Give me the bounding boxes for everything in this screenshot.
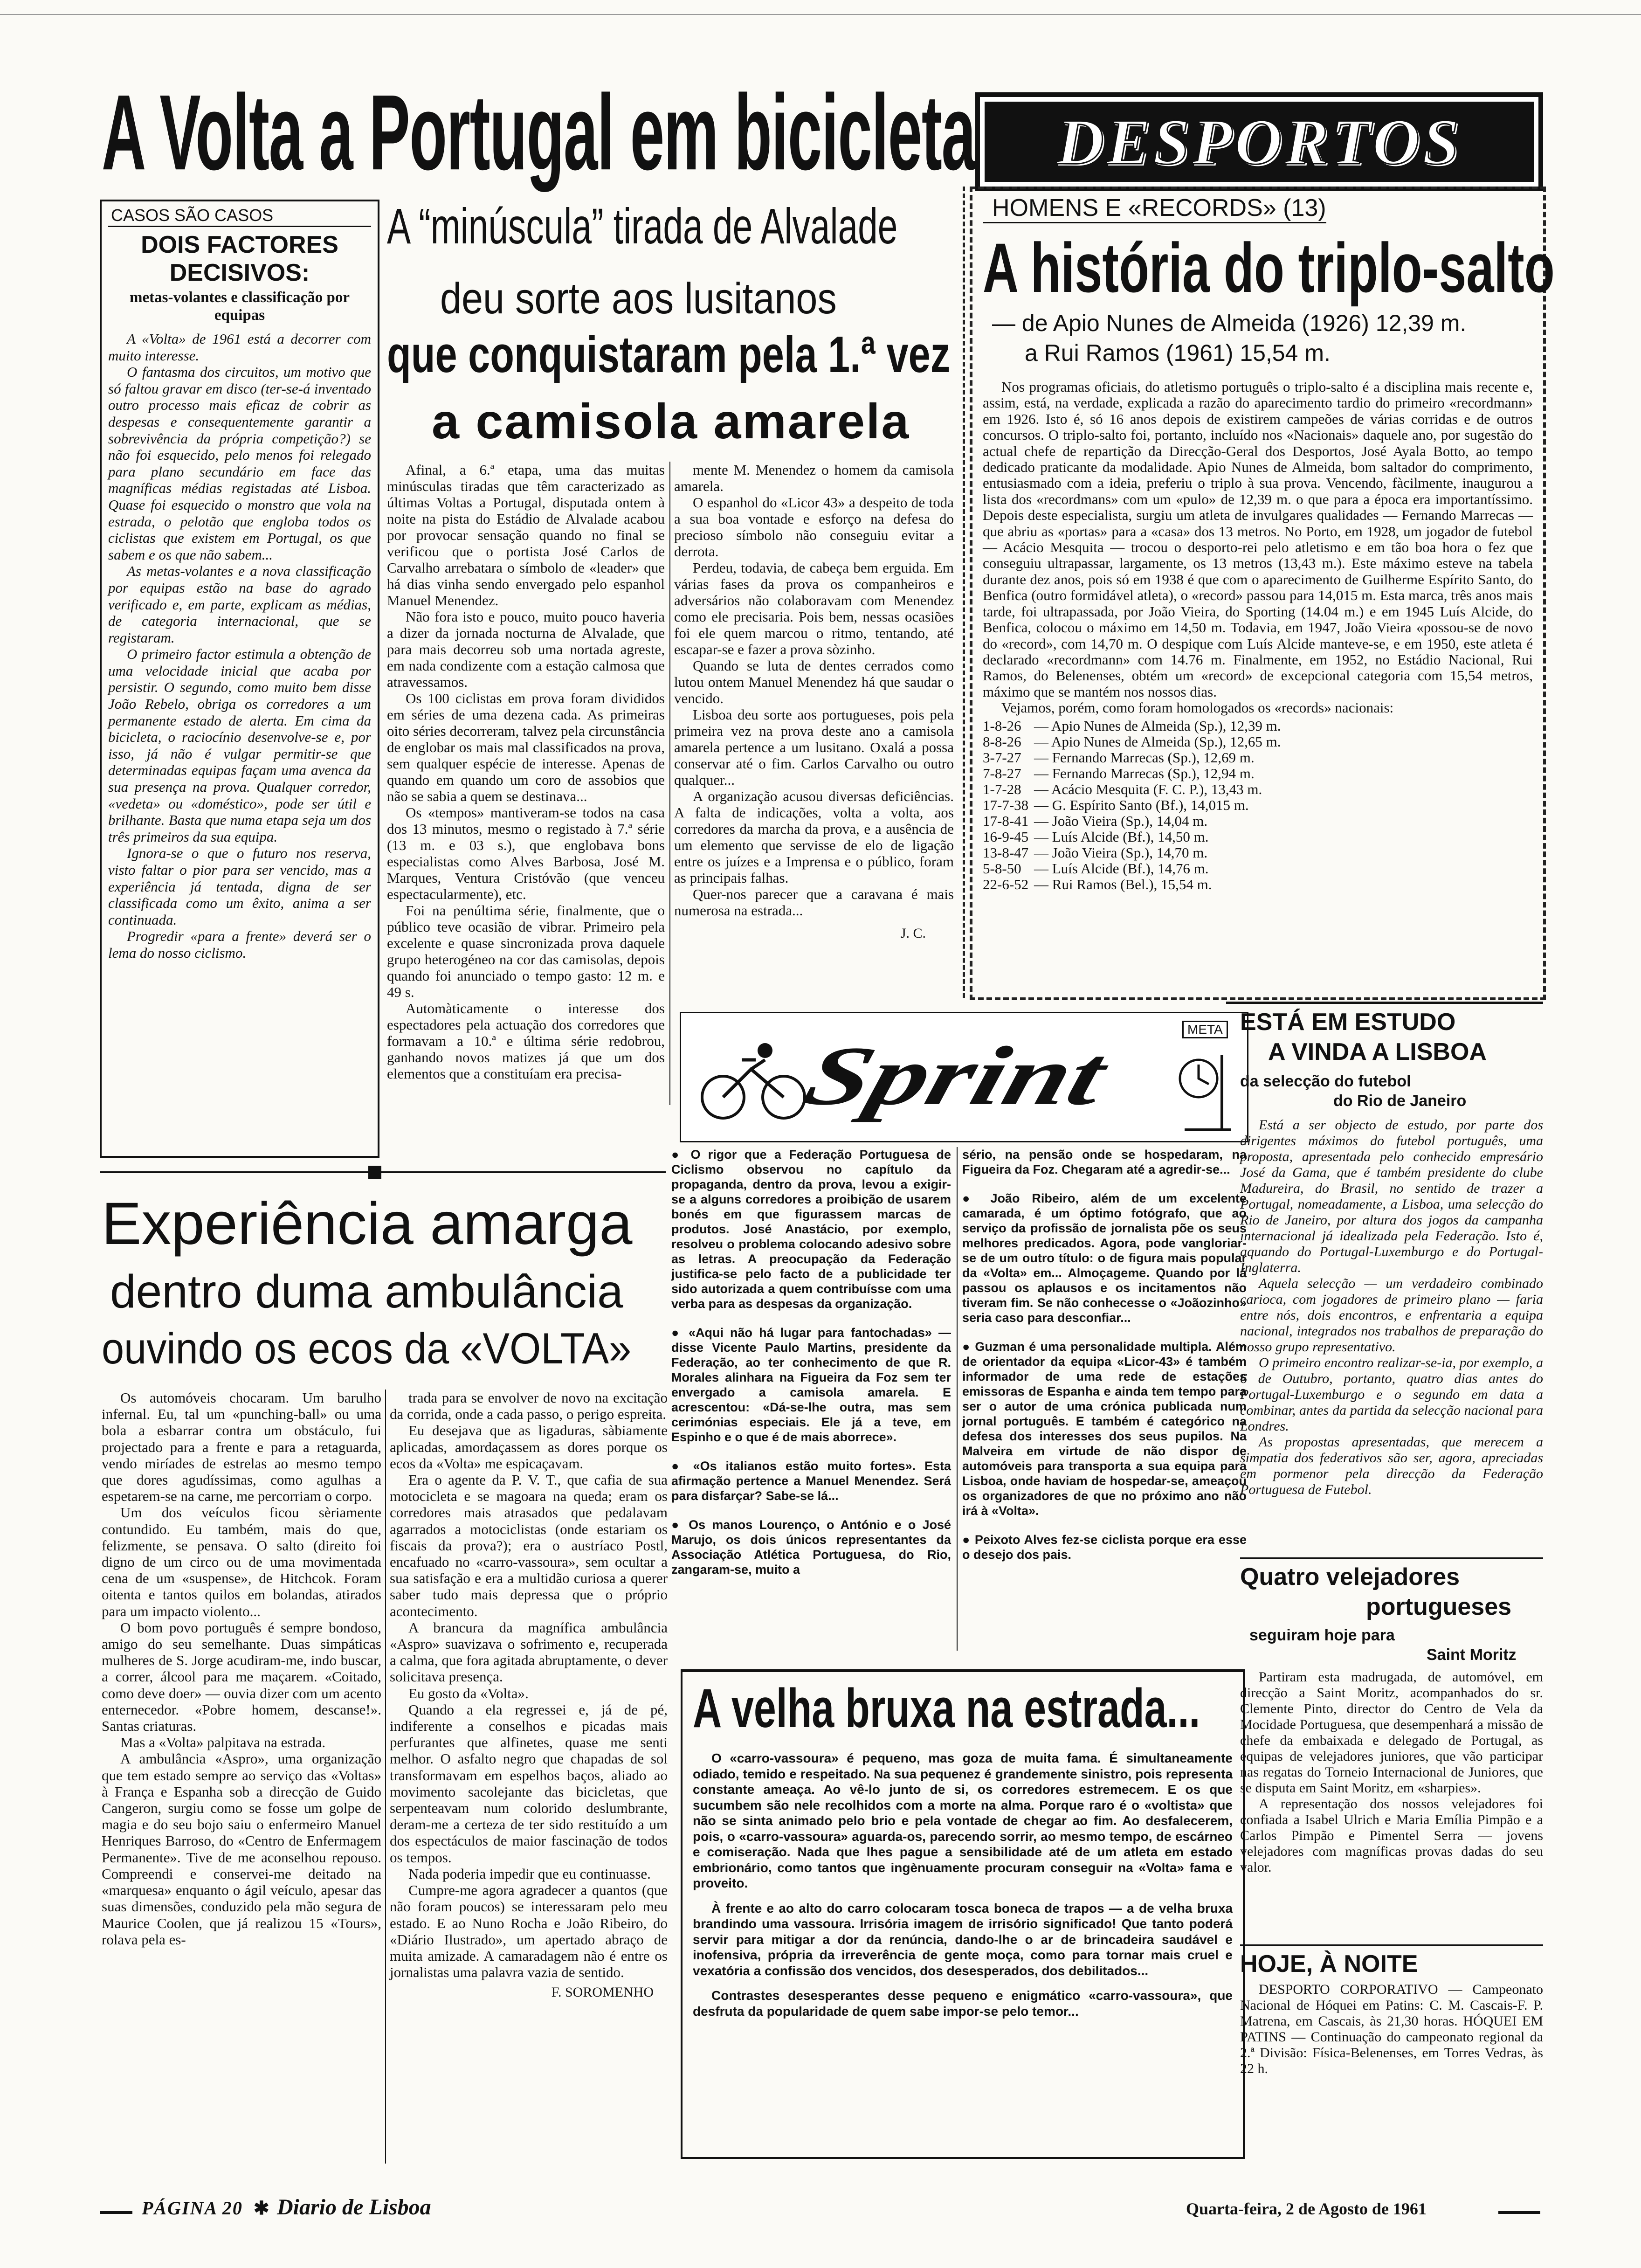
sprint-item: ● «Os italianos estão muito fortes». Esta afirmação pertence a Manuel Menendez. Será para disfarçar? Sabe-se lá... (671, 1459, 952, 1503)
sprint-item: ● Guzman é uma personalidade multipla. Além de orientador da equipa «Licor-43» é também informador de uma rede de estações emissoras de Espanha e ainda tem tempo para ser o autor de uma crónica publicada num jornal português. E também é categórico na defesa dos interesses dos seus pupilos. Na Malveira em virtude de não dispor de automóveis para transporta a sua equipa para Lisboa, onde haviam de hospedar-se, ameaçou os organizadores de que no próximo ano não irá à «Volta». (962, 1340, 1247, 1518)
velejadores-sub1: seguiram hoje para (1249, 1626, 1395, 1644)
ambulancia-col2 (390, 1390, 668, 2001)
record-row: 16-9-45 — Luís Alcide (Bf.), 14,50 m. (983, 828, 1209, 845)
footer-right-dash (1498, 2211, 1540, 2214)
casos-box (100, 200, 379, 1158)
casos-para: Progredir «para a frente» deverá ser o lema do nosso ciclismo. (108, 928, 371, 961)
record-row: 22-6-52 — Rui Ramos (Bel.), 15,54 m. (983, 876, 1212, 892)
bullet-icon: ● (962, 1191, 991, 1205)
ambulancia-para: Quando a ela regressei e, já de pé, indiferente a conselhos e picadas mais perfurantes que alfinetes, quase me senti melhor. O asfalto negro que chapadas de sol transformavam em espelhos baços, aliado ao movimento sacolejante das bicicletas, que serpenteavam num colorido deslumbrante, deram-me a certeza de ter sido restituído a um dos espectáculos de maior fascinação de todos os tempos. (390, 1701, 668, 1866)
alvalade-para: A organização acusou diversas deficiências. A falta de indicações, volta a volta, aos corredores da marcha da prova, e a ausência de um elemento que servisse de elo de ligação entre os juízes e a Imprensa e o público, foram as principais falhas. (674, 788, 954, 886)
footer (100, 2197, 1545, 2230)
sprint-logo-text: Sprint (794, 1030, 1116, 1123)
record-row: 13-8-47 — João Vieira (Sp.), 14,70 m. (983, 844, 1208, 861)
finish-flag-icon (1171, 1046, 1241, 1134)
estudo-para: Está a ser objecto de estudo, por parte dos dirigentes máximos do futebol português, uma proposta, apresentada pelo conhecido empresário José da Gama, que é também presidente do clube Madureira, do Brasil, no sentido de trazer a Portugal, nomeadamente, a Lisboa, uma selecção do Rio de Janeiro, por altura dos jogos da campanha internacional já idealizada pela Federação. Isto é, aquando do Portugal-Luxemburgo e do Portugal-Inglaterra. (1240, 1117, 1543, 1275)
ambulancia-para: Eu desejava que as ligaduras, sàbiamente aplicadas, amordaçassem as dores porque os ecos da «Volta» me espicaçavam. (390, 1422, 668, 1472)
estudo-para: O primeiro encontro realizar-se-ia, por exemplo, a 6 de Outubro, portanto, quatro dias antes do Portugal-Luxemburgo e o segundo em data a combinar, antes da partida da selecção nacional para Londres. (1240, 1355, 1543, 1434)
sprint-col2 (962, 1147, 1247, 1562)
casos-para: Ignora-se o que o futuro nos reserva, visto faltar o pior para ser vencido, mas a experiência já tentada, digna de ser classificada como um êxito, anima a ser continuada. (108, 845, 371, 928)
bruxa-title: A velha bruxa na estrada... (693, 1678, 1200, 1739)
ambulancia-para: Era o agente da P. V. T., que cafia de sua motocicleta e se magoara na queda; eram os corredores mais atrasados que pedalavam agarrados a motociclistas (onde estariam os fiscais da prova?); era o austríaco Postl, encafuado no «carro-vassoura», sem ocultar a sua satisfação e era a multidão curiosa a querer saber tudo mais depressa que o próprio acontecimento. (390, 1472, 668, 1619)
ambulancia-col1 (102, 1390, 381, 1948)
triplo-body (983, 379, 1533, 716)
triplo-para: Vejamos, porém, como foram homologados os «records» nacionais: (1001, 699, 1394, 716)
bruxa-para: À frente e ao alto do carro colocaram tosca boneca de trapos — a de velha bruxa brandindo uma vassoura. Irrisória imagem de irrisório significado! Que tanto poderá servir para mitigar a dor da renúncia, dando-lhe o ar de brincadeira saudável e inofensiva, própria da irreverência de gente moça, como para tornar mais cruel e vexatória a confissão dos vencidos, dos desesperados, dos debilitados... (693, 1901, 1233, 1978)
alvalade-col2 (674, 462, 954, 941)
top-rule (0, 14, 1641, 15)
section-divider (1240, 1944, 1543, 1946)
estudo-title1: ESTÁ EM ESTUDO (1240, 1009, 1456, 1036)
alvalade-line1: A “minúscula” tirada de Alvalade (387, 198, 898, 254)
section-divider (1240, 1557, 1543, 1559)
column-rule (669, 462, 670, 1105)
ambulancia-para: Mas a «Volta» palpitava na estrada. (120, 1734, 326, 1751)
alvalade-line2: deu sorte aos lusitanos (440, 274, 837, 323)
column-rule (385, 1390, 386, 2164)
alvalade-para: Não fora isto e pouco, muito pouco haveria a dizer da jornada nocturna de Alvalade, que para mais decorreu sob uma nortada agreste, em nada condizente com a estação calmosa que atravessamos. (387, 608, 665, 690)
footer-left-dash (100, 2211, 132, 2214)
casos-para: O fantasma dos circuitos, um motivo que só faltou gravar em disco (ter-se-á inventado outro processo mais eficaz de cobrir as despesas e consequentemente garantir a sobrevivência da própria competição?) se não foi esquecido, pelo menos foi relegado para plano secundário em face das magníficas médias registadas até Lisboa. Quase foi esquecido o monstro que vola na estrada, o pelotão que engloba todos os ciclistas que existem em Portugal, os que sabem e os que não sabem... (108, 364, 371, 563)
velejadores-sub2: Saint Moritz (1427, 1646, 1517, 1664)
estudo-body (1240, 1117, 1543, 1498)
triplo-title: A história do triplo-salto (983, 228, 1555, 307)
star-icon: ✱ (254, 2198, 269, 2219)
sprint-item: ● João Ribeiro, além de um excelente camarada, é um óptimo fotógrafo, que ao serviço da profissão de jornalista põe os seus melhores predicados. Agora, pode vangloriar-se de um outro título: o de figura mais popular da «Volta» em... Almoçageme. Quando por lá passou os aplausos e os incitamentos não tiveram fim. Se não conhecesse o «Joãozinho» seria caso para desconfiar... (962, 1191, 1247, 1325)
ambulancia-para: Nada poderia impedir que eu continuasse. (408, 1865, 651, 1882)
triplo-para: Nos programas oficiais, do atletismo português o triplo-salto é a disciplina mais recente e, assim, está, na verdade, explicada a razão do aparecimento tardio do primeiro «recordmann» em 1926. Isto é, só 16 anos depois de existirem campeões de várias corridas e de outros concursos. O triplo-salto foi, portanto, incluído nos «Nacionais» daquele ano, por sugestão do actual chefe de repartição da Direcção-Geral dos Desportos, José Ayala Botto, ao tempo dedicado praticante da modalidade. Apio Nunes de Almeida, bom saltador do comprimento, entusiasmado com a ideia, preferiu o triplo à sua prova. Vencendo, fàcilmente, inaugurou a lista dos «recordmans» com um «pulo» de 12,39 m. o que para a época era importantíssimo. Depois deste especialista, surgiu um atleta de invulgares qualidades — Fernando Marrecas — que abriu as «portas» para a «casa» dos 13 metros. No Porto, em 1928, um jogador de futebol — Acácio Mesquita — trocou o desporto-rei pelo atletismo e em tão boa hora o fez que conseguiu ultrapassar, largamente, os 13 metros (13,43 m.). Este máximo esteve na tabela durante dez anos, pois só em 1938 é que com o aparecimento de Guilherme Espírito Santo, do Benfica (outro formidável atleta), o «record» passou para 14,015 m. Esta marca, três anos mais tarde, foi ultrapassada, por João Vieira, do Sporting (14.04 m.) e em 1945 Luís Alcide, do Benfica, colocou o máximo em 14,50 m. Todavia, em 1947, João Vieira «possou-se de novo do «record», com 14,70 m. O despique com Luís Alcide manteve-se, e em 1950, este atleta é declarado «recordmann» com 14.76 m. Finalmente, em 1952, no Estádio Nacional, Rui Ramos, do Belenenses, obtém um «record» de excepcional categoria com 15,54 metros, máximo que se mantém nos nossos dias. (983, 379, 1533, 700)
sprint-item: ● O rigor que a Federação Portuguesa de Ciclismo observou no capítulo da propaganda, dentro da prova, levou a exigir-se a alguns corredores a proibição de usarem bonés em que figurassem marcas de produtos. José Anastácio, por exemplo, resolveu o problema colocando adesivo sobre as letras. A preocupação da Federação justifica-se pelo facto de a publicidade ter sido autorizada a quem contribuísse com uma verba para as despesas da organização. (671, 1148, 951, 1311)
alvalade-signature: J. C. (900, 926, 926, 941)
ambulancia-para: O bom povo português é sempre bondoso, amigo do seu semelhante. Duas simpáticas mulheres de S. Jorge acudiram-me, indo buscar, a correr, álcool para me maçarem. «Coitado, como deve doer» — ouvia dizer com um acento enternecedor. «Pobre homem, descanse!». Santas criaturas. (102, 1619, 381, 1735)
estudo-title2: A VINDA A LISBOA (1268, 1038, 1487, 1065)
casos-para: A «Volta» de 1961 está a decorrer com muito interesse. (108, 331, 371, 364)
footer-page: PÁGINA 20 (142, 2198, 243, 2219)
estudo-para: Aquela selecção — um verdadeiro combinado carioca, com jogadores de primeiro plano — faria entre nós, dois encontros, e enfrentaria a equipa nacional, integrados nos trabalhos de preparação do nosso grupo representativo. (1240, 1276, 1543, 1355)
ambulancia-para: Um dos veículos ficou sèriamente contundido. Eu também, mais do que, felizmente, se pensava. O salto (direito foi digno de um circo ou de uma movimentada cena de um «suspense», de Hitchcok. Foram oitenta e tantos quilos em bolandas, atirados para um impacto violento... (102, 1504, 381, 1619)
bruxa-box (681, 1669, 1245, 2159)
ambulancia-line2: dentro duma ambulância (110, 1265, 623, 1318)
divider-dot (368, 1166, 381, 1179)
alvalade-para: Automàticamente o interesse dos espectadores pela actuação dos corredores que formavam a 10.ª e última série redobrou, ganhando novos matizes já que um dos elementos que a constituíam era precisa- (387, 1000, 665, 1082)
triplo-sub2: a Rui Ramos (1961) 15,54 m. (1025, 340, 1331, 366)
record-row: 1-8-26 — Apio Nunes de Almeida (Sp.), 12,39 m. (983, 717, 1281, 734)
sprint-item: ● Peixoto Alves fez-se ciclista porque era esse o desejo dos pais. (962, 1533, 1247, 1562)
casos-body (108, 331, 371, 961)
alvalade-para: Lisboa deu sorte aos portugueses, pois pela primeira vez na prova deste ano a camisola amarela pertence a um lusitano. Oxalá a possa conservar até o fim. Carlos Carvalho ou outro qualquer... (674, 706, 954, 788)
sprint-logo-box (680, 1012, 1248, 1142)
record-row: 8-8-26 — Apio Nunes de Almeida (Sp.), 12,65 m. (983, 733, 1281, 750)
alvalade-para: Quer-nos parecer que a caravana é mais numerosa na estrada... (674, 886, 954, 919)
noite-block (1240, 1949, 1543, 2077)
ambulancia-para: A brancura da magnífica ambulância «Aspro» suavizava o sofrimento e, recuperada a calma, que fora agitada abruptamente, o dever solicitava presença. (390, 1619, 668, 1685)
alvalade-col1 (387, 462, 665, 1082)
alvalade-para: Os «tempos» mantiveram-se todos na casa dos 13 minutos, mesmo o registado à 7.ª série (13 m. e 03 s.), que englobava bons especialistas como Alves Barbosa, José M. Marques, Ventura Cristóvão (que venceu espectacularmente), etc. (387, 804, 665, 902)
ambulancia-para: trada para se envolver de novo na excitação da corrida, onde a cada passo, o perigo espreita. (390, 1390, 668, 1423)
record-row: 7-8-27 — Fernando Marrecas (Sp.), 12,94 m. (983, 765, 1255, 781)
alvalade-para: mente M. Menendez o homem da camisola amarela. (674, 462, 954, 494)
ambulancia-para: Cumpre-me agora agradecer a quantos (que não foram poucos) se interessaram pelo meu estado. E ao Nuno Rocha e João Ribeiro, do «Diário Ilustrado», um apertado abraço de muita amizade. A camaradagem não é entre os jornalistas uma palavra vazia de sentido. (390, 1882, 668, 1981)
alvalade-para: Quando se luta de dentes cerrados como lutou ontem Manuel Menendez há que saudar o vencido. (674, 657, 954, 706)
bruxa-body (693, 1750, 1233, 2019)
bullet-icon: ● (962, 1533, 975, 1547)
alvalade-line4: a camisola amarela (432, 394, 910, 449)
alvalade-para: Foi na penúltima série, finalmente, que o público teve ocasião de vibrar. Primeiro pela excelente e quase sincronizada prova daquele grupo heterogéneo na cor das camisolas, depois quando foi anunciado o tempo gasto: 12 m. e 49 s. (387, 902, 665, 1000)
estudo-block (1240, 1007, 1543, 1498)
triplo-kicker: HOMENS E «RECORDS» (13) (983, 194, 1326, 223)
casos-subtitle: metas-volantes e classificação por equipas (130, 289, 350, 324)
estudo-para: As propostas apresentadas, que merecem a simpatia dos federativos são ser, agora, apreciadas em pormenor pela direcção da Federação Portuguesa de Futebol. (1240, 1434, 1543, 1497)
casos-para: O primeiro factor estimula a obtenção de uma velocidade inicial que acaba por persistir. O segundo, como muito bem disse João Rebelo, obriga os corredores a um permanente estado de alerta. Em cima da bicicleta, o raciocínio desenvolve-se e, por isso, já não é vulgar permitir-se que determinadas equipas façam uma avenca da sua presença na prova. Qualquer corredor, «vedeta» ou «doméstico», pode ser útil e brilhante. Basta que numa etapa seja um dos três primeiros da sua equipa. (108, 646, 371, 845)
noite-text: DESPORTO CORPORATIVO — Campeonato Nacional de Hóquei em Patins: C. M. Cascais-F. P. Matrena, em Cascais, às 21,30 horas. HÓQUEI EM PATINS — Continuação do campeonato regional da 2.ª Divisão: Física-Belenenses, em Torres Vedras, às 22 h. (1240, 1982, 1543, 2076)
bruxa-para: O «carro-vassoura» é pequeno, mas goza de muita fama. É simultaneamente odiado, temido e respeitado. Na sua pequenez é grandemente sinistro, pois representa constante ameaça. Ao vê-lo junto de si, os corredores estremecem. E os que sucumbem são nele recolhidos com a morte na alma. Porque raro é o «voltista» que não se sinta animado pelo brio e pela vontade de chegar ao fim. Ao desfalecerem, pois, o «carro-vassoura» aguarda-os, parecendo sorrir, ao mesmo tempo, de escárneo e comiseração. Nada que lhes pague a sensibilidade até de um atleta em estado embrionário, como tantos que ingènuamente procuram conseguir na «Volta» fama e proveito. (693, 1751, 1233, 1890)
velejadores-block (1240, 1562, 1543, 1875)
triplo-box (970, 187, 1555, 1000)
sprint-item: sério, na pensão onde se hospedaram, na Figueira da Foz. Chegaram até a agredir-se... (962, 1148, 1247, 1176)
record-row: 3-7-27 — Fernando Marrecas (Sp.), 12,69 m. (983, 749, 1255, 766)
section-title: DESPORTOS (1056, 105, 1462, 178)
section-divider (1226, 1002, 1543, 1004)
ambulancia-line3: ouvindo os ecos da «VOLTA» (102, 1324, 632, 1373)
ambulancia-para: Eu gosto da «Volta». (408, 1685, 529, 1701)
ambulancia-signature: F. SOROMENHO (551, 1984, 654, 2000)
record-row: 17-8-41 — João Vieira (Sp.), 14,04 m. (983, 812, 1208, 829)
bullet-icon: ● (671, 1459, 693, 1473)
record-row: 17-7-38 — G. Espírito Santo (Bf.), 14,015 m. (983, 796, 1249, 813)
bullet-icon: ● (962, 1340, 975, 1354)
footer-paper: Diario de Lisboa (277, 2195, 431, 2220)
casos-kicker: CASOS SÃO CASOS (108, 205, 371, 227)
ambulancia-line1: Experiência amarga (102, 1190, 633, 1257)
sprint-col1 (671, 1147, 951, 1577)
alvalade-line3: que conquistaram pela 1.ª vez (387, 326, 951, 383)
estudo-sub2: do Rio de Janeiro (1333, 1092, 1467, 1110)
sprint-item: ● «Aqui não há lugar para fantochadas» — disse Vicente Paulo Martins, presidente da Federação, ao ter conhecimento de que R. Morales alinhara na Figueira da Foz sem ter envergado a camisola amarela. E acrescentou: «Dá-se-lhe outra, mas sem cerimónias especiais. Ele já a teve, em Espinho e o que é de mais aborrece». (671, 1326, 951, 1444)
triplo-sub1: — de Apio Nunes de Almeida (1926) 12,39 m. (992, 310, 1467, 336)
main-headline: A Volta a Portugal em bicicleta (102, 73, 975, 193)
alvalade-para: O espanhol do «Licor 43» a despeito de toda a sua boa vontade e esforço na defesa do precioso símbolo não conseguiu evitar a derrota. (674, 494, 954, 560)
bullet-icon: ● (671, 1518, 689, 1532)
alvalade-para: Os 100 ciclistas em prova foram divididos em séries de uma dezena cada. As primeiras oito séries decorreram, talvez pela circunstância de englobar os mais mal classificados na prova, sem qualquer espécie de interesse. Apenas de quando em quando um coro de assobios que não se sabia a quem se destinava... (387, 690, 665, 804)
record-row: 5-8-50 — Luís Alcide (Bf.), 14,76 m. (983, 860, 1209, 877)
alvalade-para: Afinal, a 6.ª etapa, uma das muitas minúsculas tiradas que têm caracterizado as últimas Voltas a Portugal, disputada ontem à noite na pista do Estádio de Alvalade acabou por provocar sensação quando no final se verificou que o portista José Carlos de Carvalho arrebatara o símbolo de «leader» que há dias vinha sendo envergado pelo espanhol Manuel Menendez. (387, 462, 665, 608)
velejadores-title1: Quatro velejadores (1240, 1563, 1460, 1590)
casos-title: DOIS FACTORES DECISIVOS: (141, 231, 338, 286)
ambulancia-para: A ambulância «Aspro», uma organização que tem estado sempre ao serviço das «Voltas» à França e Espanha sob a direcção de Guido Cangeron, surgiu como se fosse um golpe de magia e do seu bojo saiu o enfermeiro Manuel Henriques Barroso, do «Centro de Enfermagem Permanente». Tive de me aconselhou repouso. Compreendi e conservei-me deitado na «marquesa» enquanto o ágil veículo, apesar das suas dimensões, conduzido pela mão segura de Maurice Coolen, que já realizou 15 «Tours», rolava pela es- (102, 1750, 381, 1948)
velejadores-para: A representação dos nossos velejadores foi confiada a Isabel Ulrich e Maria Emília Pimpão e a Carlos Pimpão e Pimentel Serra — jovens velejadores com magníficas provas dadas do seu valor. (1240, 1796, 1543, 1875)
velejadores-para: Partiram esta madrugada, de automóvel, em direcção a Saint Moritz, acompanhados do sr. Clemente Pinto, director do Centro de Vela da Mocidade Portuguesa, que desempenhará a missão de chefe da embaixada e delegado de Portugal, as equipas de velejadores juniores, que vão participar nas regatas do Torneio Internacional de Juniores, que se disputa em Saint Moritz, em «sharpies». (1240, 1669, 1543, 1796)
casos-para: As metas-volantes e a nova classificação por equipas estão na base do agrado verificado e, em parte, explicam as médias, de categoria internacional, que se registaram. (108, 563, 371, 646)
alvalade-para: Perdeu, todavia, de cabeça bem erguida. Em várias fases da prova os companheiros e adversários não colaboravam com Menendez como ele precisaria. Pois bem, nessas ocasiões foi ele quem marcou o ritmo, tentando, até escapar-se e fazer a prova sòzinho. (674, 560, 954, 657)
section-banner (975, 92, 1543, 191)
bullet-icon: ● (671, 1326, 689, 1340)
dashed-separator (963, 187, 965, 998)
bullet-icon: ● (671, 1148, 691, 1162)
section-banner-inner (985, 102, 1534, 182)
footer-date: Quarta-feira, 2 de Agosto de 1961 (1186, 2199, 1427, 2218)
noite-title: HOJE, À NOITE (1240, 1950, 1418, 1978)
record-row: 1-7-28 — Acácio Mesquita (F. C. P.), 13,43 m. (983, 781, 1262, 797)
estudo-sub1: da selecção do futebol (1240, 1072, 1411, 1090)
sprint-item: ● Os manos Lourenço, o António e o José Marujo, os dois únicos representantes da Associação Atlética Portuguesa, do Rio, zangaram-se, muito a (671, 1518, 951, 1577)
meta-sign: META (1182, 1021, 1228, 1038)
velejadores-title2: portugueses (1366, 1593, 1512, 1620)
records-list (983, 718, 1533, 892)
bruxa-para: Contrastes desesperantes desse pequeno e enigmático «carro-vassoura», que desfruta da popularidade de quem sabe impor-se pelo temor... (693, 1988, 1233, 2019)
section-divider (100, 1171, 666, 1173)
column-rule (957, 1147, 958, 1651)
ambulancia-para: Os automóveis chocaram. Um barulho infernal. Eu, tal um «punching-ball» ou uma bola a esbarrar contra um obstáculo, fui projectado para a frente e para a retaguarda, vendo miríades de estrelas ao mesmo tempo que dores agudíssimas, como agulhas a espetarem-se na carne, me percorriam o corpo. (102, 1390, 381, 1505)
velejadores-body (1240, 1669, 1543, 1875)
